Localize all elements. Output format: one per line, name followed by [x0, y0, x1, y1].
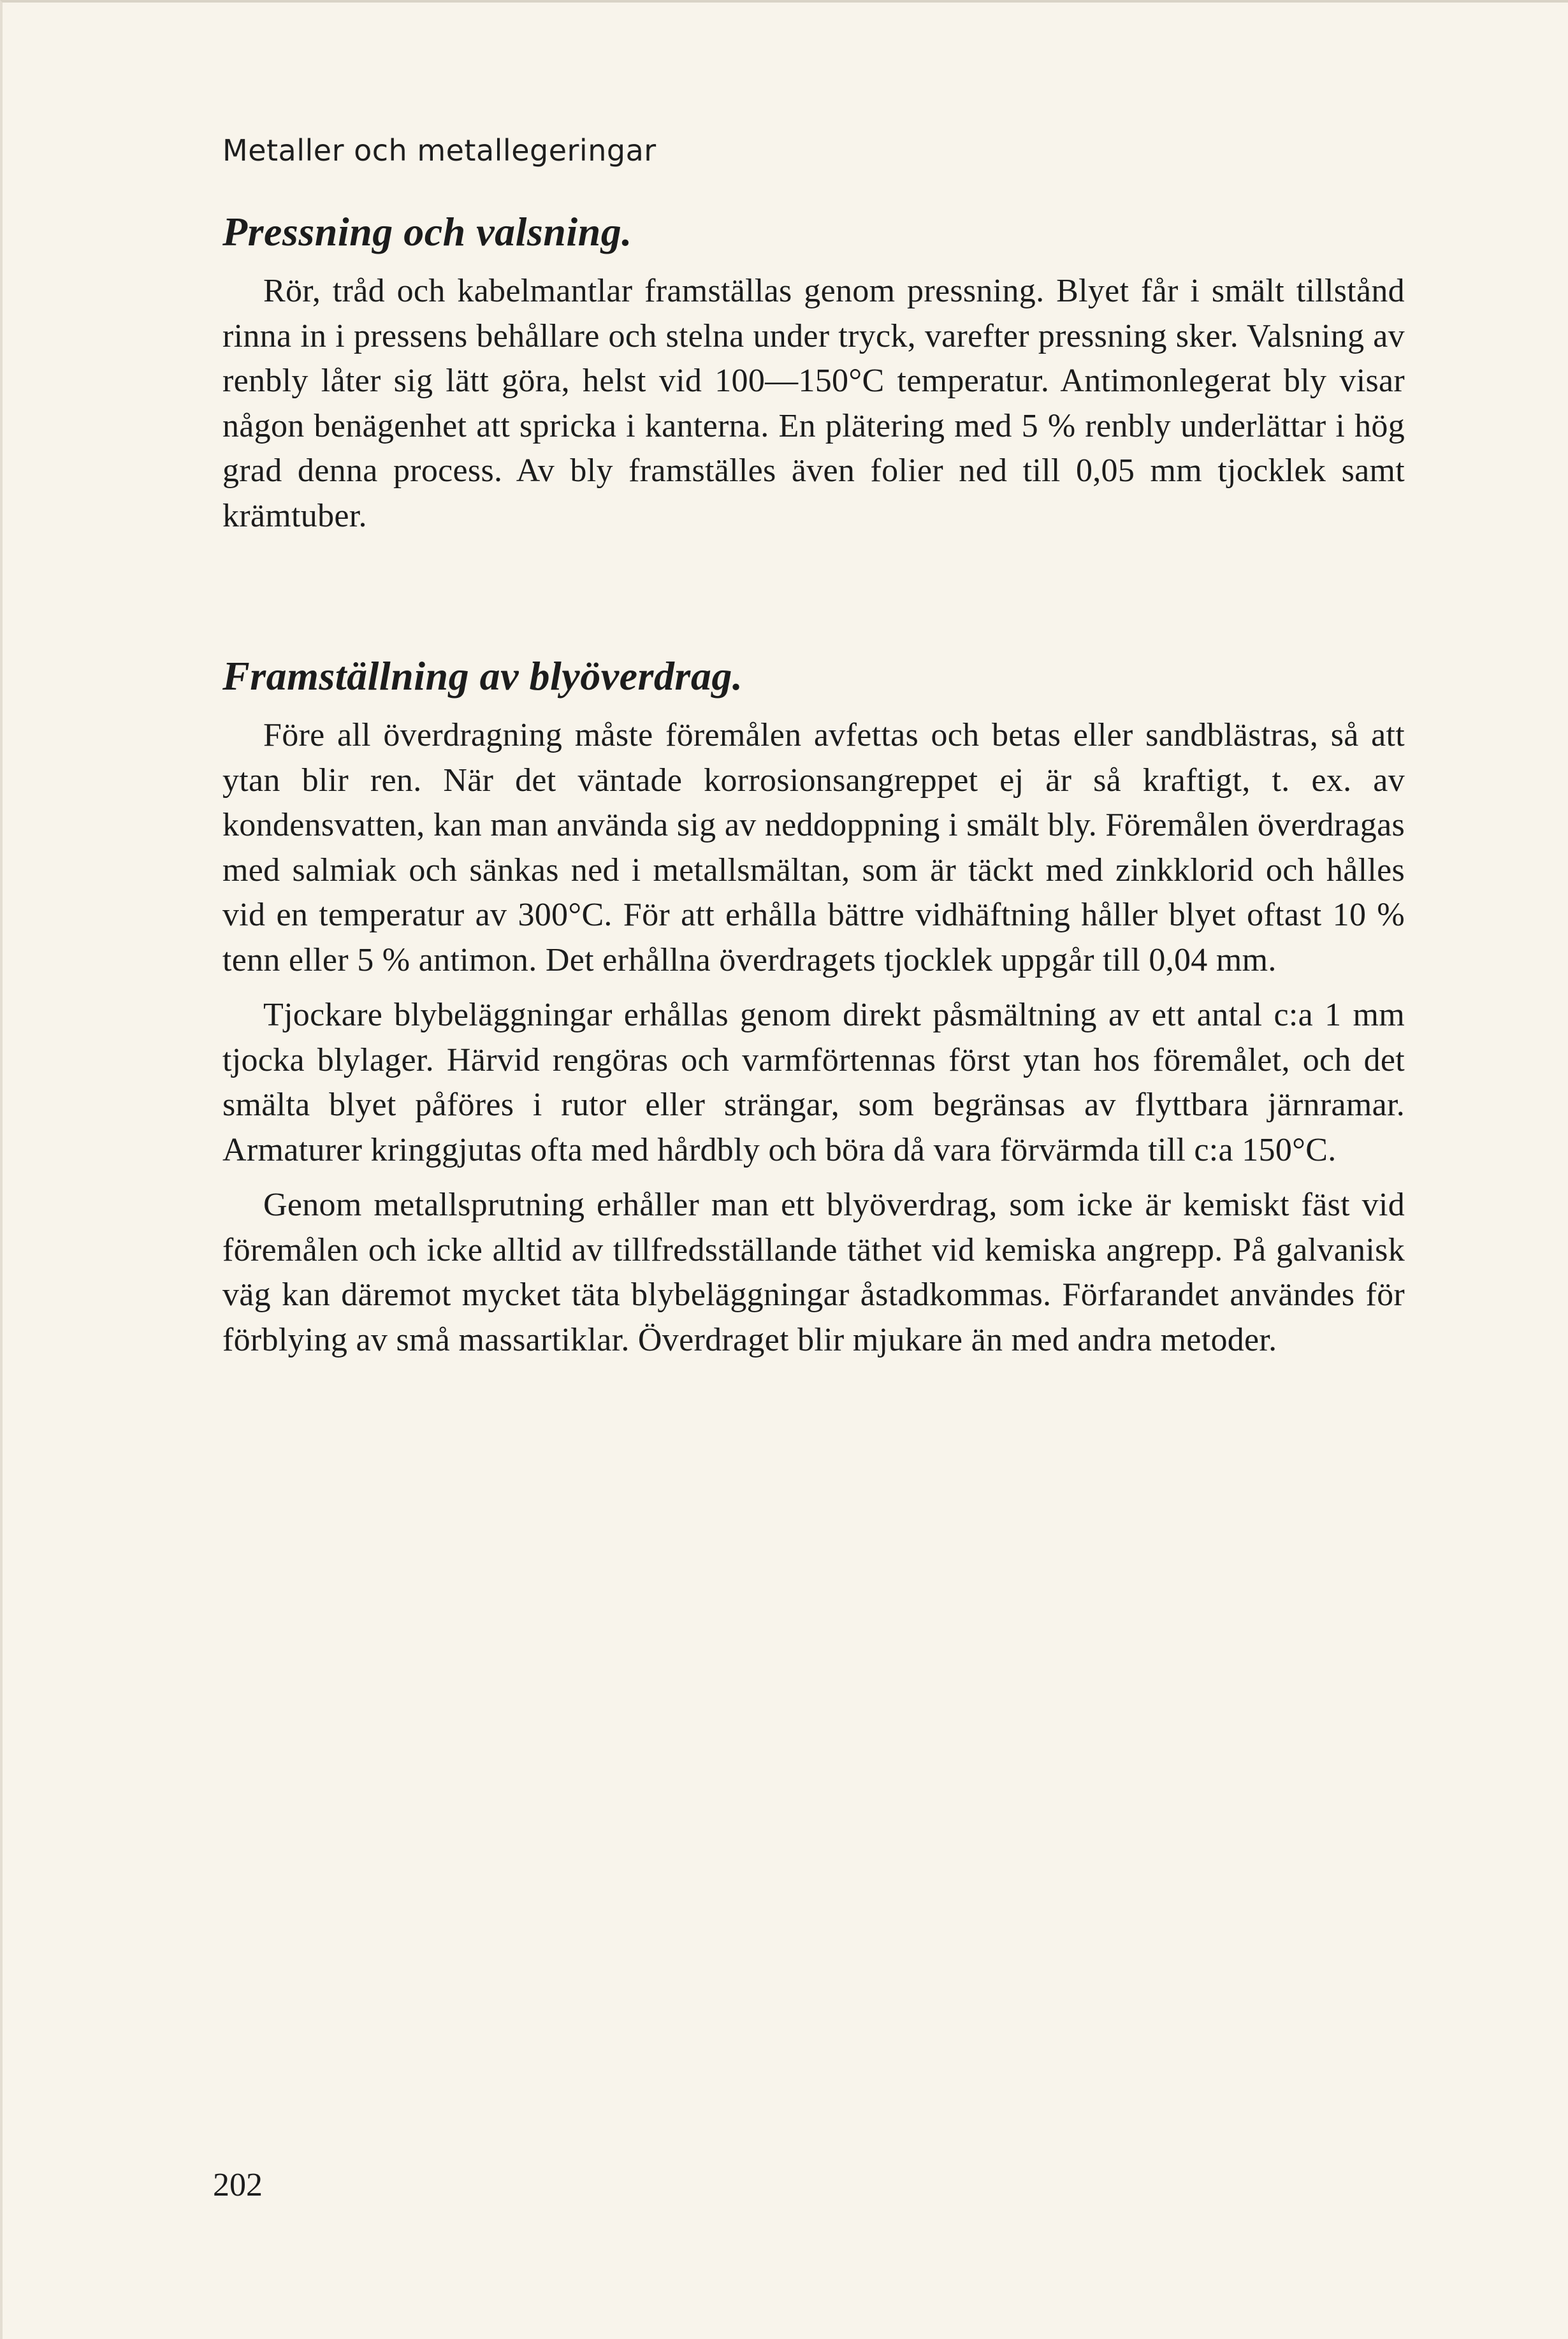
running-head: Metaller och metallegeringar — [222, 133, 657, 168]
page-number: 202 — [213, 2167, 263, 2203]
paragraph: Rör, tråd och kabelmantlar framställas genom pressning. Blyet får i smält tillstånd rinna in i pressens behållare och stelna under tryck, varefter pressning sker. Valsning av renbly låter sig lätt göra, helst vid 100—150°C temperatur. Antimonlegerat bly visar någon benägenhet att spricka i kanterna. En plätering med 5 % renbly underlättar i hög grad denna process. Av bly framställes även folier ned till 0,05 mm tjocklek samt krämtuber. — [222, 273, 1405, 534]
paragraph: Genom metallsprutning erhåller man ett blyöverdrag, som icke är kemiskt fäst vid föremålen och icke alltid av tillfredsställande täthet vid kemiska angrepp. På galvanisk väg kan däremot mycket täta blybeläggningar åstadkommas. Förfarandet användes för förblying av små massartiklar. Överdraget blir mjukare än med andra metoder. — [222, 1187, 1405, 1358]
paragraph: Före all överdragning måste föremålen avfettas och betas eller sandblästras, så att ytan blir ren. När det väntade korrosionsangreppet ej är så kraftigt, t. ex. av kondensvatten, kan man använda sig av neddoppning i smält bly. Föremålen överdragas med salmiak och sänkas ned i metallsmältan, som är täckt med zinkklorid och hålles vid en temperatur av 300°C. För att erhålla bättre vidhäftning håller blyet oftast 10 % tenn eller 5 % antimon. Det erhållna överdragets tjocklek uppgår till 0,04 mm. — [222, 717, 1405, 978]
section-heading-framstallning: Framställning av blyöverdrag. — [222, 653, 743, 699]
paragraph: Tjockare blybeläggningar erhållas genom direkt påsmältning av ett antal c:a 1 mm tjocka blylager. Härvid rengöras och varmförtennas först ytan hos föremålet, och det smälta blyet påföres i rutor eller strängar, som begränsas av flyttbara järnramar. Armaturer kringgjutas ofta med hårdbly och böra då vara förvärmda till c:a 150°C. — [222, 997, 1405, 1168]
section-heading-pressning: Pressning och valsning. — [222, 209, 632, 254]
page-content — [222, 206, 1405, 1373]
